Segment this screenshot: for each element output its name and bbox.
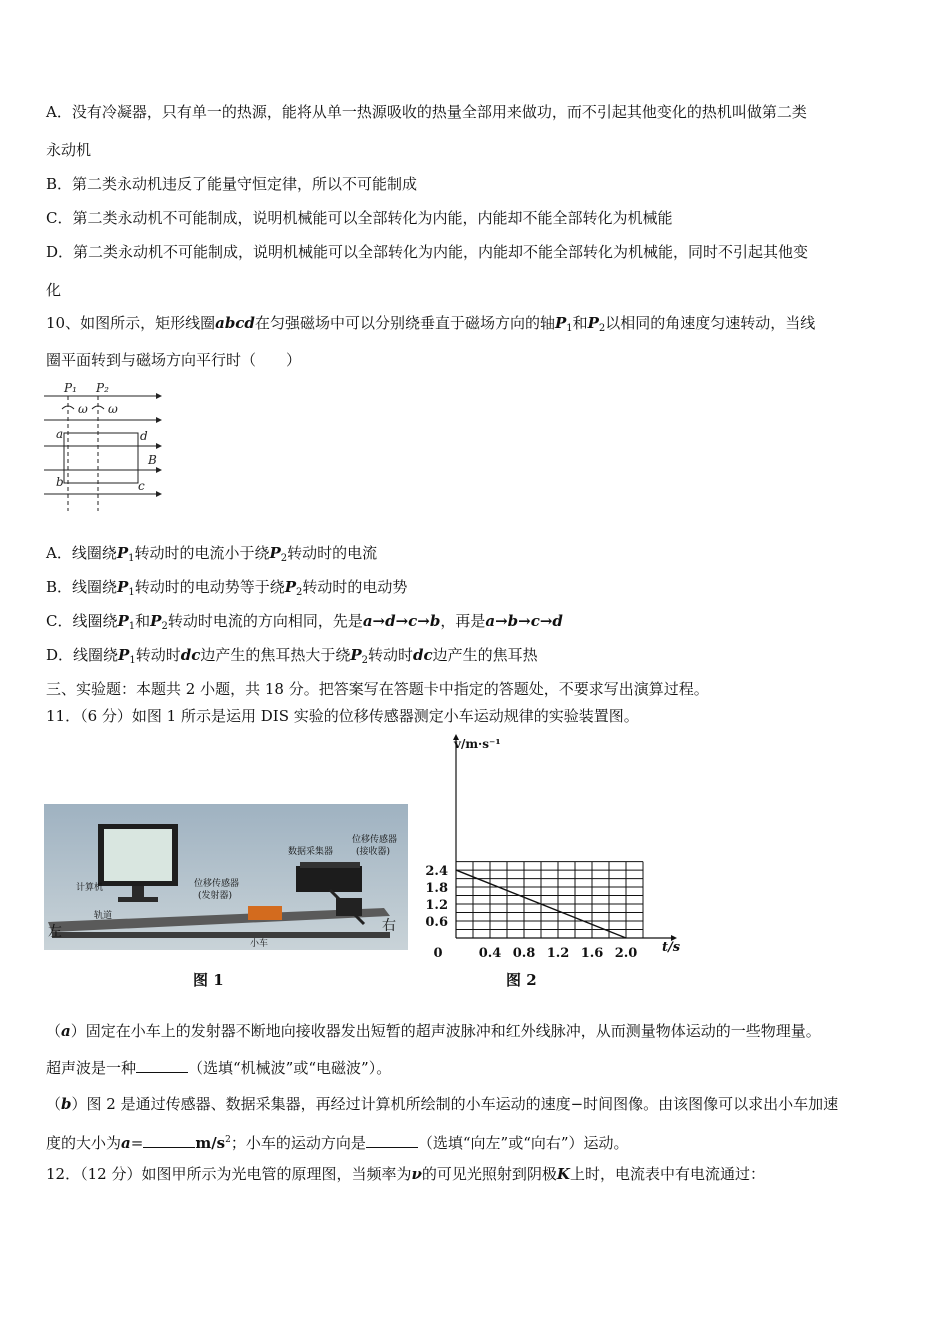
figure-1-caption: 图 1: [193, 971, 224, 989]
label-a: a: [56, 427, 64, 441]
x-tick-label: 1.6: [580, 946, 604, 960]
photo-label-track: 轨道: [94, 911, 113, 921]
y-tick-label: 0.6: [425, 915, 448, 931]
q11-part-a-line1: （a）固定在小车上的发射器不断地向接收器发出短暂的超声波脉冲和红外线脉冲，从而测量物体运动的一些物理量。: [46, 1022, 821, 1040]
q11-stem: 11．（6 分）如图 1 所示是运用 DIS 实验的位移传感器测定小车运动规律的实验装置图。: [46, 707, 639, 725]
q10-option-d: D．线圈绕$P_1$转动时dc边产生的焦耳热大于绕$P_2$转动时dc边产生的焦耳热: [46, 646, 538, 666]
label-c: c: [138, 479, 145, 493]
label-b-field: B: [148, 453, 157, 467]
q9-option-d-line2: 化: [46, 281, 62, 299]
photo-label-right: 右: [382, 918, 396, 934]
experiment-photo: [44, 804, 408, 950]
chart-xlabel: t/s: [662, 940, 681, 955]
q10-option-b: B．线圈绕$P_1$转动时的电动势等于绕$P_2$转动时的电动势: [46, 578, 408, 598]
q10-option-a: A．线圈绕$P_1$转动时的电流小于绕$P_2$转动时的电流: [46, 544, 378, 564]
x-tick-label: 0.8: [512, 946, 536, 960]
label-p2: P₂: [96, 381, 109, 395]
photo-label-receiver-2: (接收器): [356, 847, 391, 857]
label-b: b: [56, 475, 64, 489]
y-tick-label: 2.4: [425, 864, 448, 880]
label-p1: P₁: [64, 381, 77, 395]
chart-ylabel: v/m·s⁻¹: [454, 737, 501, 751]
q11-part-a-line2: 超声波是一种 （选填“机械波”或“电磁波”）。: [46, 1059, 392, 1077]
label-omega-1: ω: [78, 402, 88, 416]
x-tick-label: 1.2: [546, 946, 570, 960]
q10-option-c: C．线圈绕$P_1$和$P_2$转动时电流的方向相同，先是a→d→c→b，再是a→b→c→d: [46, 612, 563, 632]
figure-2-caption: 图 2: [506, 971, 537, 989]
q11-part-b-line2: 度的大小为$a= m/s^2$；小车的运动方向是 （选填“向左”或“向右”）运动。: [46, 1134, 629, 1152]
photo-label-emitter-1: 位移传感器: [194, 879, 240, 889]
section-3-heading: 三、实验题：本题共 2 小题，共 18 分。把答案写在答题卡中指定的答题处，不要求写出演算过程。: [46, 680, 709, 698]
label-omega-2: ω: [108, 402, 118, 416]
photo-label-cart: 小车: [250, 939, 269, 949]
answer-blank-acceleration[interactable]: [143, 1133, 195, 1148]
x-tick-label: 0: [433, 946, 443, 960]
q12-stem: 12．（12 分）如图甲所示为光电管的原理图，当频率为ν的可见光照射到阴极K上时，电流表中有电流通过：: [46, 1165, 765, 1183]
photo-label-receiver-1: 位移传感器: [352, 835, 398, 845]
q9-option-a-line2: 永动机: [46, 141, 92, 159]
photo-label-left: 左: [48, 924, 62, 940]
x-tick-label: 2.0: [614, 946, 638, 960]
q10-stem-line1: 10、如图所示，矩形线圈abcd在匀强磁场中可以分别绕垂直于磁场方向的轴$P_1$和$P_2$以相同的角速度匀速转动，当线: [46, 314, 816, 334]
y-tick-label: 1.8: [425, 881, 448, 897]
label-d: d: [140, 429, 148, 443]
x-tick-label: 0.4: [478, 946, 502, 960]
answer-blank-direction[interactable]: [366, 1133, 418, 1148]
q9-option-d-line1: D．第二类永动机不可能制成，说明机械能可以全部转化为内能，内能却不能全部转化为机械能，同时不引起其他变: [46, 243, 809, 261]
photo-label-collector: 数据采集器: [288, 847, 334, 857]
answer-blank-wave[interactable]: [136, 1058, 188, 1073]
q9-option-a-line1: A．没有冷凝器，只有单一的热源，能将从单一热源吸收的热量全部用来做功，而不引起其他变化的热机叫做第二类: [46, 103, 807, 121]
q11-part-b-line1: （b）图 2 是通过传感器、数据采集器，再经过计算机所绘制的小车运动的速度−时间图像。由该图像可以求出小车加速: [46, 1095, 839, 1113]
q9-option-b: B．第二类永动机违反了能量守恒定律，所以不可能制成: [46, 175, 418, 193]
y-tick-label: 1.2: [425, 898, 448, 914]
photo-label-computer: 计算机: [76, 883, 104, 893]
coil-figure: [40, 378, 170, 513]
photo-label-emitter-2: (发射器): [198, 891, 233, 901]
q9-option-c: C．第二类永动机不可能制成，说明机械能可以全部转化为内能，内能却不能全部转化为机械能: [46, 209, 673, 227]
q10-stem-line2: 圈平面转到与磁场方向平行时（ ）: [46, 351, 302, 369]
vt-chart: [420, 734, 690, 960]
